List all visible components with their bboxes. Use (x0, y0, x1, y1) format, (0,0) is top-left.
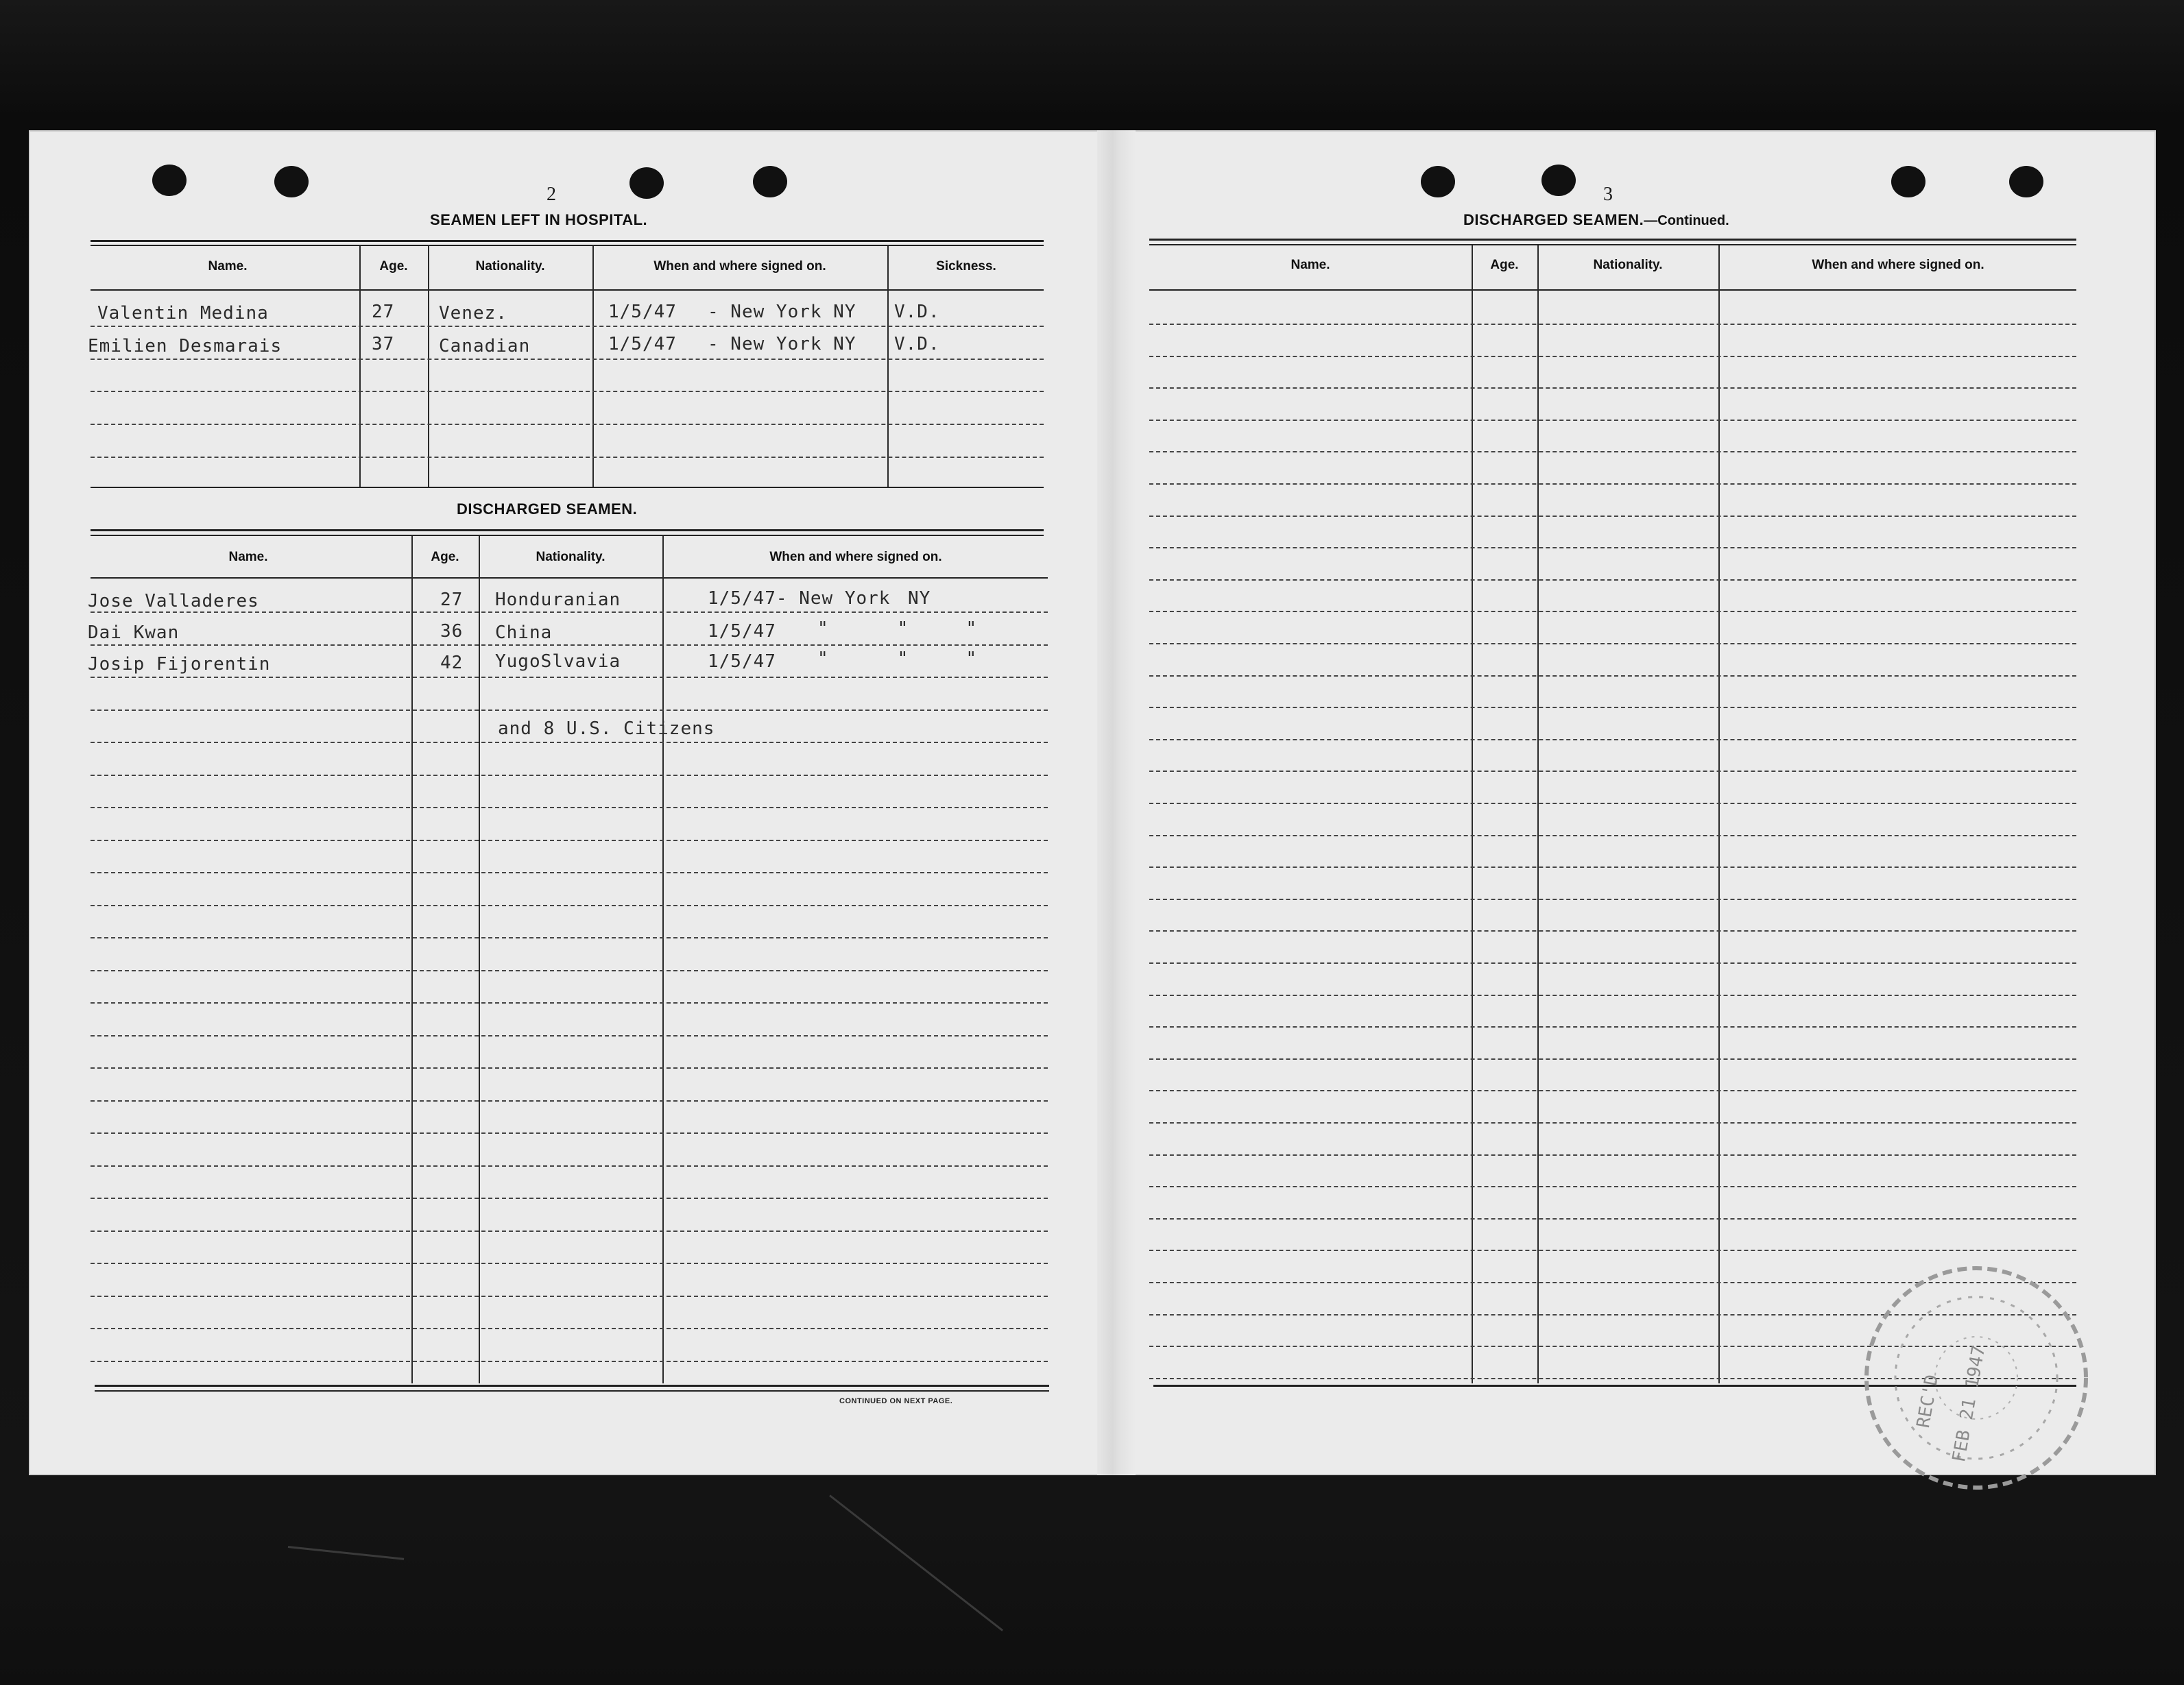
hospital-row-place: - New York NY (708, 334, 856, 354)
column-divider (411, 536, 413, 1383)
entry-line (91, 937, 1048, 938)
entry-line (1149, 1090, 2076, 1091)
table-rule (91, 289, 1044, 291)
entry-line (91, 1263, 1048, 1264)
entry-line (1149, 547, 2076, 548)
discharged-row-place-extra: " " " (817, 648, 978, 669)
entry-line (1149, 866, 2076, 868)
entry-line (1149, 1058, 2076, 1060)
entry-line (91, 326, 1044, 327)
entry-line (1149, 1026, 2076, 1028)
entry-line (1149, 995, 2076, 996)
table-rule (1149, 239, 2076, 241)
entry-line (1149, 1122, 2076, 1124)
column-divider (479, 536, 480, 1383)
page-number: 3 (1603, 184, 1613, 205)
table-rule (91, 245, 1044, 246)
column-divider (662, 536, 664, 1383)
discharged-row-signed-on: 1/5/47 (708, 621, 776, 642)
column-divider (359, 245, 361, 487)
discharged-row-nationality: YugoSlvavia (495, 651, 621, 672)
entry-line (1149, 1154, 2076, 1156)
table-rule (1149, 244, 2076, 245)
entry-line (91, 1361, 1048, 1362)
left-page (29, 130, 1097, 1475)
table-rule (95, 1390, 1049, 1392)
discharged-continued-title (1463, 211, 1729, 229)
stamp-line: REC'D (1913, 1372, 1943, 1430)
entry-line (91, 677, 1048, 678)
document-sheet (29, 130, 2156, 1475)
center-fold (1097, 130, 1136, 1475)
column-header-signed-on: When and where signed on. (1812, 258, 1984, 272)
entry-line (91, 1132, 1048, 1134)
column-header-name: Name. (228, 550, 268, 564)
title-main: DISCHARGED SEAMEN. (1463, 211, 1644, 228)
discharged-note: and 8 U.S. Citizens (498, 718, 715, 739)
entry-line (1149, 324, 2076, 325)
column-header-nationality: Nationality. (1593, 258, 1663, 272)
discharged-row-signed-on: 1/5/47 (708, 651, 776, 672)
entry-line (91, 359, 1044, 360)
title-suffix: —Continued. (1644, 213, 1729, 228)
entry-line (91, 1296, 1048, 1297)
entry-line (1149, 899, 2076, 900)
discharged-row-nationality: Honduranian (495, 590, 621, 610)
entry-line (91, 840, 1048, 841)
entry-line (91, 1035, 1048, 1037)
entry-line (1149, 643, 2076, 644)
entry-line (91, 1100, 1048, 1102)
entry-line (1149, 930, 2076, 932)
entry-line (91, 611, 1048, 613)
discharged-row-place-extra: NY (908, 588, 931, 609)
hospital-row-sickness: V.D. (894, 302, 940, 322)
entry-line (1149, 579, 2076, 581)
discharged-row-name: Jose Valladeres (88, 591, 259, 611)
entry-line (91, 1165, 1048, 1167)
entry-line (1149, 835, 2076, 836)
entry-line (1149, 675, 2076, 677)
entry-line (1149, 451, 2076, 452)
discharged-row-name: Dai Kwan (88, 622, 180, 643)
discharged-row-signed-on: 1/5/47- New York (708, 588, 891, 609)
discharged-section-title: DISCHARGED SEAMEN. (457, 500, 638, 518)
entry-line (91, 1198, 1048, 1199)
table-rule (1149, 289, 2076, 291)
entry-line (91, 391, 1044, 392)
column-divider (887, 245, 889, 487)
entry-line (1149, 516, 2076, 517)
hospital-row-sickness: V.D. (894, 334, 940, 354)
entry-line (91, 1067, 1048, 1069)
table-rule (91, 240, 1044, 242)
column-divider (1537, 245, 1539, 1383)
column-divider (1718, 245, 1720, 1383)
entry-line (1149, 387, 2076, 389)
entry-line (1149, 420, 2076, 421)
column-divider (428, 245, 429, 487)
entry-line (1149, 962, 2076, 964)
entry-line (91, 807, 1048, 808)
entry-line (1149, 707, 2076, 708)
column-header-signed-on: When and where signed on. (653, 259, 826, 274)
discharged-row-nationality: China (495, 622, 553, 643)
table-rule (91, 577, 1048, 579)
column-header-nationality: Nationality. (536, 550, 605, 564)
table-rule (91, 529, 1044, 531)
hospital-row-age: 27 (372, 302, 395, 322)
hospital-row-place: - New York NY (708, 302, 856, 322)
column-header-signed-on: When and where signed on. (769, 550, 942, 564)
entry-line (91, 970, 1048, 971)
entry-line (1149, 611, 2076, 612)
entry-line (1149, 1250, 2076, 1251)
entry-line (91, 742, 1048, 743)
entry-line (91, 775, 1048, 776)
entry-line (1149, 356, 2076, 357)
entry-line (1149, 1218, 2076, 1220)
table-rule (95, 1385, 1049, 1387)
stamp-line: FEB 21 1947 (1949, 1344, 1990, 1464)
entry-line (91, 1328, 1048, 1329)
hospital-row-date: 1/5/47 (608, 334, 677, 354)
hospital-row-date: 1/5/47 (608, 302, 677, 322)
column-header-name: Name. (1291, 258, 1330, 272)
page-number: 2 (547, 184, 556, 205)
table-rule (91, 535, 1044, 536)
hospital-row-name: Valentin Medina (97, 303, 269, 324)
discharged-row-age: 42 (440, 653, 464, 673)
entry-line (91, 424, 1044, 425)
hospital-row-nationality: Venez. (439, 303, 507, 324)
discharged-row-name: Josip Fijorentin (88, 654, 271, 675)
entry-line (91, 1231, 1048, 1232)
hospital-row-age: 37 (372, 334, 395, 354)
received-stamp (1853, 1254, 2100, 1501)
hospital-row-nationality: Canadian (439, 336, 531, 356)
discharged-row-age: 27 (440, 590, 464, 610)
column-header-age: Age. (379, 259, 408, 274)
entry-line (91, 872, 1048, 873)
hospital-section-title: SEAMEN LEFT IN HOSPITAL. (430, 211, 648, 228)
entry-line (91, 457, 1044, 458)
column-divider (592, 245, 594, 487)
continued-note: CONTINUED ON NEXT PAGE. (839, 1397, 953, 1405)
entry-line (1149, 1186, 2076, 1187)
column-header-name: Name. (208, 259, 248, 274)
column-header-age: Age. (431, 550, 459, 564)
column-header-age: Age. (1490, 258, 1519, 272)
discharged-row-age: 36 (440, 621, 464, 642)
entry-line (91, 710, 1048, 711)
entry-line (1149, 739, 2076, 740)
entry-line (91, 1002, 1048, 1004)
table-rule (91, 487, 1044, 488)
column-header-nationality: Nationality. (475, 259, 545, 274)
entry-line (1149, 483, 2076, 485)
entry-line (91, 905, 1048, 906)
hospital-row-name: Emilien Desmarais (88, 336, 283, 356)
entry-line (91, 644, 1048, 646)
column-header-sickness: Sickness. (936, 259, 996, 274)
discharged-row-place-extra: " " " (817, 618, 978, 639)
column-divider (1472, 245, 1473, 1383)
entry-line (1149, 771, 2076, 772)
entry-line (1149, 803, 2076, 804)
